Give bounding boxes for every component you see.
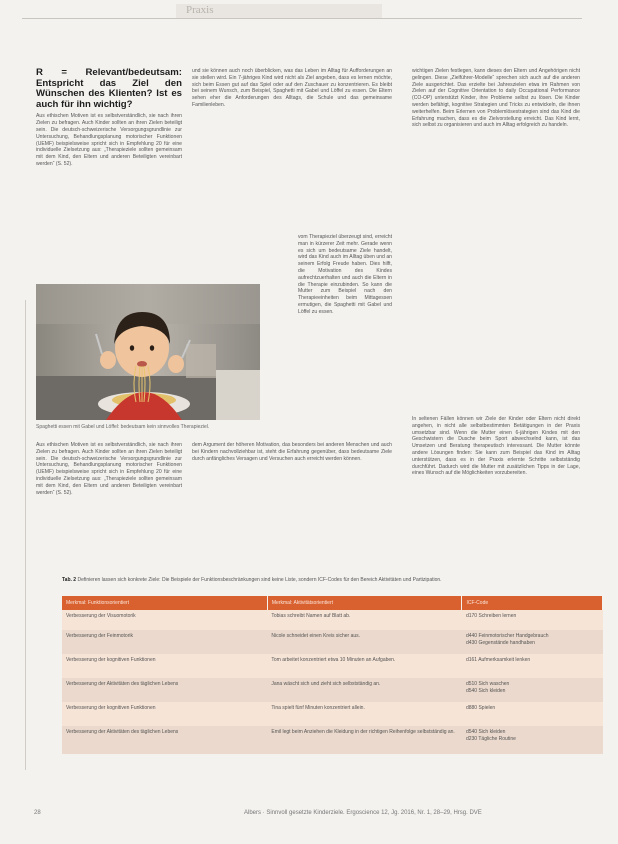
table-row [62,654,603,678]
photo-caption: Spaghetti essen mit Gabel und Löffel: bedeutsam kein sinnvolles Therapieziel. [36,424,210,430]
cell-icf: d161 Aufmerksamkeit lenken [462,654,603,678]
rubric-label: Praxis [186,4,214,16]
section-heading: R = Relevant/bedeutsam: Entspricht das Ziel den Wünschen des Klienten? Ist es auch für ihn wichtig? [36,68,182,110]
table-caption [62,577,602,584]
cell-activity: Emil legt beim Anziehen die Kleidung in der richtigen Reihenfolge selbstständig an. [267,726,462,754]
margin-line [25,300,26,770]
table-caption-text: Definieren lassen sich konkrete Ziele: Die Beispiele der Funktionsbeschränkungen sind keine Liste, sondern ICF-Codes für den Bereich Aktivitäten und Partizipation. [77,577,442,583]
column-1-text: Aus ethischen Motiven ist es selbstverständlich, sie nach ihren Zielen zu befragen. Auch Kinder sollten an ihren Zielen beteiligt sein. Die deutsch-schweizerische Versorgungsgrundlinie zur Untersuchung, Behandlungsplanung motorischer Funktionen (UEMF) beispielsweise spricht sich in Empfehlung 20 für eine individuelle Zielsetzung aus: „Therapieziele sollten gemeinsam mit dem Kind, den Eltern und anderen Beteiligten vereinbart werden“ (S. 52). [36,113,182,167]
column-1 [36,68,182,276]
cell-icf: d880 Spielen [462,702,603,726]
child-eating-spaghetti-photo [36,284,260,420]
column-3-bottom [412,416,580,566]
column-3-text-top: wichtigen Zielen festlegen, kann dieses den Eltern und Angehörigen nicht gelingen. Diese „Zielführer-Modelle“ sprechen sich auch auf die anderen Ziele ausgerichtet. Das erzielte bei Jahreszielen etwa im Rahmen von Zielen auf der Cognitive Orientation to daily Occupational Performance (CO-OP) unterstützt Kinder, ihre Probleme selbst zu lösen. Die Kinder werden befähigt, kognitive Strategien und Tricks zu entwickeln, die ihnen weiterhelfen. Beim Erlernen von Problemlösestrategien sind das Kind die Erfahrung machen, dass es die Zielvorstellung erreicht. Das Kind lernt, sich selbst zu organisieren und auch im Alltag erfolgreich zu handeln. [412,68,580,129]
column-3-top [412,68,580,296]
table-row [62,678,603,702]
table-row [62,702,603,726]
cell-icf: d540 Sich kleiden d230 Tägliche Routine [462,726,603,754]
column-2-text-middle: vom Therapieziel überzeugt sind, erreicht man in kürzerer Zeit mehr. Gerade wenn es sich um bedeutsame Ziele handelt, wird das Kind auch im Alltag üben und an seinem Erfolg Freude haben. Dies hilft, die Motivation des Kindes aufrechtzuerhalten und auch die Eltern in die Therapie einzubinden. So kann die Mutter zum Beispiel nach den Therapieeinheiten beim Mittagessen ermutigen, die Spaghetti mit Gabel und Löffel zu essen. [298,234,392,315]
column-3-text-bottom: In seltenen Fällen können wir Ziele der Kinder oder Eltern nicht direkt angehen, in nicht alle selbstbestimmten Betätigungen in der Praxis umsetzbar sind. Wenn die Mutter einen 6-jährigen Kindes mit den Geschwistern die Dusche beim Sport abwechselnd kann, ist das Umsetzen und Beratung therapeutisch interessant. Die Mutter könnte andere Lösungen finden: Sie kann zum Beispiel das Kind im Alltag unterstützen, dass es in der Praxis erlernte Schritte selbstständig durchführt. Dadurch wird die Mutter mit zusätzlichen Tipps in der Lage, eines Wunsch auf die Möglichkeiten vorzubereiten. [412,416,580,477]
column-2-text-top: und sie können auch noch überblicken, was das Leben im Alltag für Aufforderungen an sie stellen wird. Ein 7-jähriges Kind wird nicht als Ziel angeben, dass es lernen möchte, sich beim Essen gut auf das Spiel oder auf den Zuschauer zu konzentrieren. Es bleibt bei seinem Wunsch, zum Beispiel, Spaghetti mit Gabel und Löffel zu essen. Die Eltern sehen eher die Anforderungen des Alltags, die Schule und das gemeinsame Familienleben. [192,68,392,108]
cell-activity: Nicole schneidet einen Kreis sicher aus. [267,630,462,654]
table-row [62,630,603,654]
cell-functional: Verbesserung der Visuomotorik [62,610,267,630]
header-activity: Merkmal: Aktivitätsorientiert [267,596,462,610]
cell-icf: d510 Sich waschen d540 Sich kleiden [462,678,603,702]
page-number: 28 [34,810,41,816]
column-2-text-bottom: dem Argument der höheren Motivation, das besonders bei anderen Menschen und auch bei Kindern nachvollziehbar ist, steht die Erfahrung gegenüber, dass bedeutsame Ziele durch anfängliches Versagen und Versuchen auch erreicht werden können. [192,442,392,462]
column-2-top [192,68,392,218]
goals-table [62,596,603,754]
table-caption-label: Tab. 2 [62,577,77,583]
cell-functional: Verbesserung der Feinmotorik [62,630,267,654]
cell-functional: Verbesserung der Aktivitäten des täglichen Lebens [62,678,267,702]
cell-functional: Verbesserung der Aktivitäten des täglichen Lebens [62,726,267,754]
table-row [62,610,603,630]
cell-icf: d440 Feinmotorischer Handgebrauch d430 Gegenstände handhaben [462,630,603,654]
header-functional: Merkmal: Funktionsorientiert [62,596,267,610]
cell-activity: Tina spielt fünf Minuten konzentriert allein. [267,702,462,726]
column-2-bottom [192,442,392,566]
header-rule [22,18,582,19]
cell-activity: Tobias schreibt Namen auf Blatt ab. [267,610,462,630]
column-1-bottom [36,442,182,566]
cell-functional: Verbesserung der kognitiven Funktionen [62,702,267,726]
header-icf: ICF-Code [462,596,603,610]
cell-activity: Tom arbeitet konzentriert etwa 10 Minuten an Aufgaben. [267,654,462,678]
column-1-text-bottom: Aus ethischen Motiven ist es selbstverständlich, sie nach ihren Zielen zu befragen. Auch Kinder sollten an ihren Zielen beteiligt sein. Die deutsch-schweizerische Versorgungsgrundlinie zur Untersuchung, Behandlungsplanung motorischer Funktionen (UEMF) beispielsweise spricht sich in Empfehlung 20 für eine individuelle Zielsetzung aus: „Therapieziele sollten gemeinsam mit dem Kind, den Eltern und anderen Beteiligten vereinbart werden“ (S. 52). [36,442,182,496]
table-row [62,726,603,754]
table-header-row [62,596,603,610]
cell-activity: Jana wäscht sich und zieht sich selbstständig an. [267,678,462,702]
cell-functional: Verbesserung der kognitiven Funktionen [62,654,267,678]
photo-illustration [36,284,260,420]
footer-citation: Albers · Sinnvoll gesetzte Kinderziele. Ergoscience 12, Jg. 2016, Nr. 1, 28–29, Hrsg. DVE [244,810,482,816]
cell-icf: d170 Schreiben lernen [462,610,603,630]
